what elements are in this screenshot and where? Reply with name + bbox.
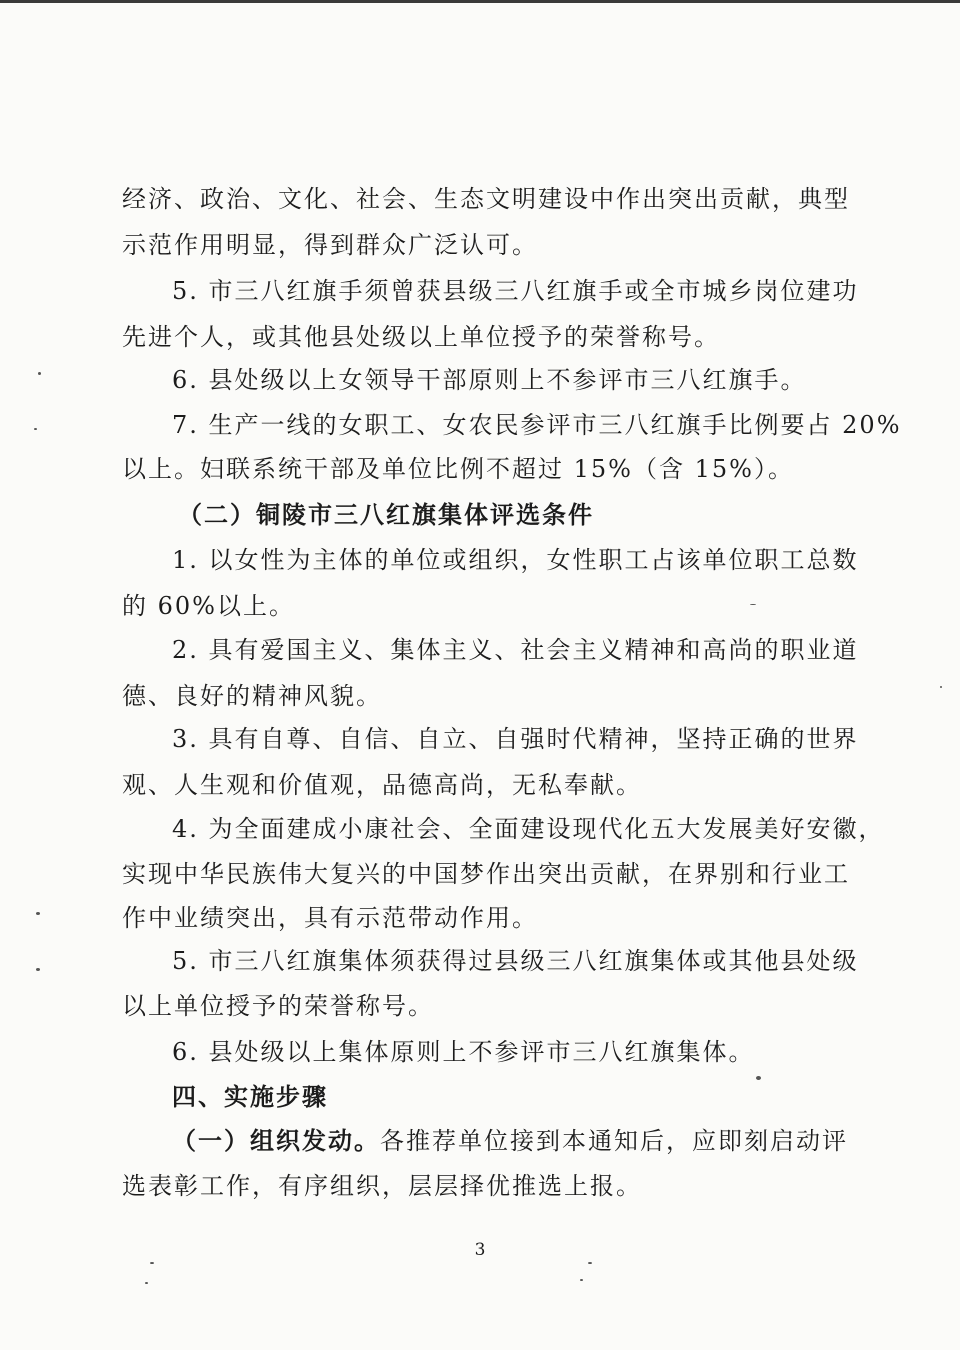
scan-speck: [588, 1262, 592, 1264]
paragraph-line: 以上单位授予的荣誉称号。: [122, 992, 434, 1020]
paragraph-line: 观、人生观和价值观，品德高尚，无私奉献。: [122, 771, 642, 799]
paragraph-line: 先进个人，或其他县处级以上单位授予的荣誉称号。: [122, 323, 720, 351]
scan-speck: [940, 686, 942, 688]
scan-speck: [36, 968, 40, 971]
scan-speck: [580, 1279, 583, 1281]
section-heading-steps: 四、实施步骤: [172, 1082, 328, 1111]
paragraph-line: 作中业绩突出，具有示范带动作用。: [122, 904, 538, 932]
paragraph-line: 的 60%以上。: [122, 592, 295, 620]
paragraph-line: 德、良好的精神风貌。: [122, 682, 382, 710]
collective-criterion-3: 3. 具有自尊、自信、自立、自强时代精神，坚持正确的世界: [172, 725, 859, 753]
section-heading-collective: （二）铜陵市三八红旗集体评选条件: [178, 500, 594, 529]
scan-speck: [750, 604, 756, 605]
step-1-text: 各推荐单位接到本通知后，应即刻启动评: [380, 1127, 848, 1155]
paragraph-line: 经济、政治、文化、社会、生态文明建设中作出突出贡献，典型: [122, 185, 850, 213]
collective-criterion-1: 1. 以女性为主体的单位或组织，女性职工占该单位职工总数: [172, 546, 859, 574]
criterion-6: 6. 县处级以上女领导干部原则上不参评市三八红旗手。: [172, 366, 807, 394]
scan-speck: [145, 1282, 148, 1284]
paragraph-line: 选表彰工作，有序组织，层层择优推选上报。: [122, 1172, 642, 1200]
criterion-7: 7. 生产一线的女职工、女农民参评市三八红旗手比例要占 20%: [172, 411, 902, 439]
collective-criterion-2: 2. 具有爱国主义、集体主义、社会主义精神和高尚的职业道: [172, 636, 859, 664]
scan-speck: [36, 912, 40, 915]
collective-criterion-6: 6. 县处级以上集体原则上不参评市三八红旗集体。: [172, 1038, 755, 1066]
scan-speck: [38, 372, 41, 375]
scan-edge: [0, 0, 960, 3]
scan-speck: [150, 1262, 154, 1264]
scan-speck: [34, 428, 37, 430]
collective-criterion-5: 5. 市三八红旗集体须获得过县级三八红旗集体或其他县处级: [172, 947, 859, 975]
page-number: 3: [474, 1240, 486, 1260]
criterion-5: 5. 市三八红旗手须曾获县级三八红旗手或全市城乡岗位建功: [172, 277, 859, 305]
scan-speck: [756, 1076, 761, 1080]
step-1-title: （一）组织发动。: [172, 1126, 380, 1155]
paragraph-line: 以上。妇联系统干部及单位比例不超过 15%（含 15%）。: [122, 455, 794, 483]
paragraph-line: 示范作用明显，得到群众广泛认可。: [122, 231, 538, 259]
paragraph-line: 实现中华民族伟大复兴的中国梦作出突出贡献，在界别和行业工: [122, 860, 850, 888]
step-1-line: [172, 1124, 848, 1158]
collective-criterion-4: 4. 为全面建成小康社会、全面建设现代化五大发展美好安徽，: [172, 815, 885, 843]
